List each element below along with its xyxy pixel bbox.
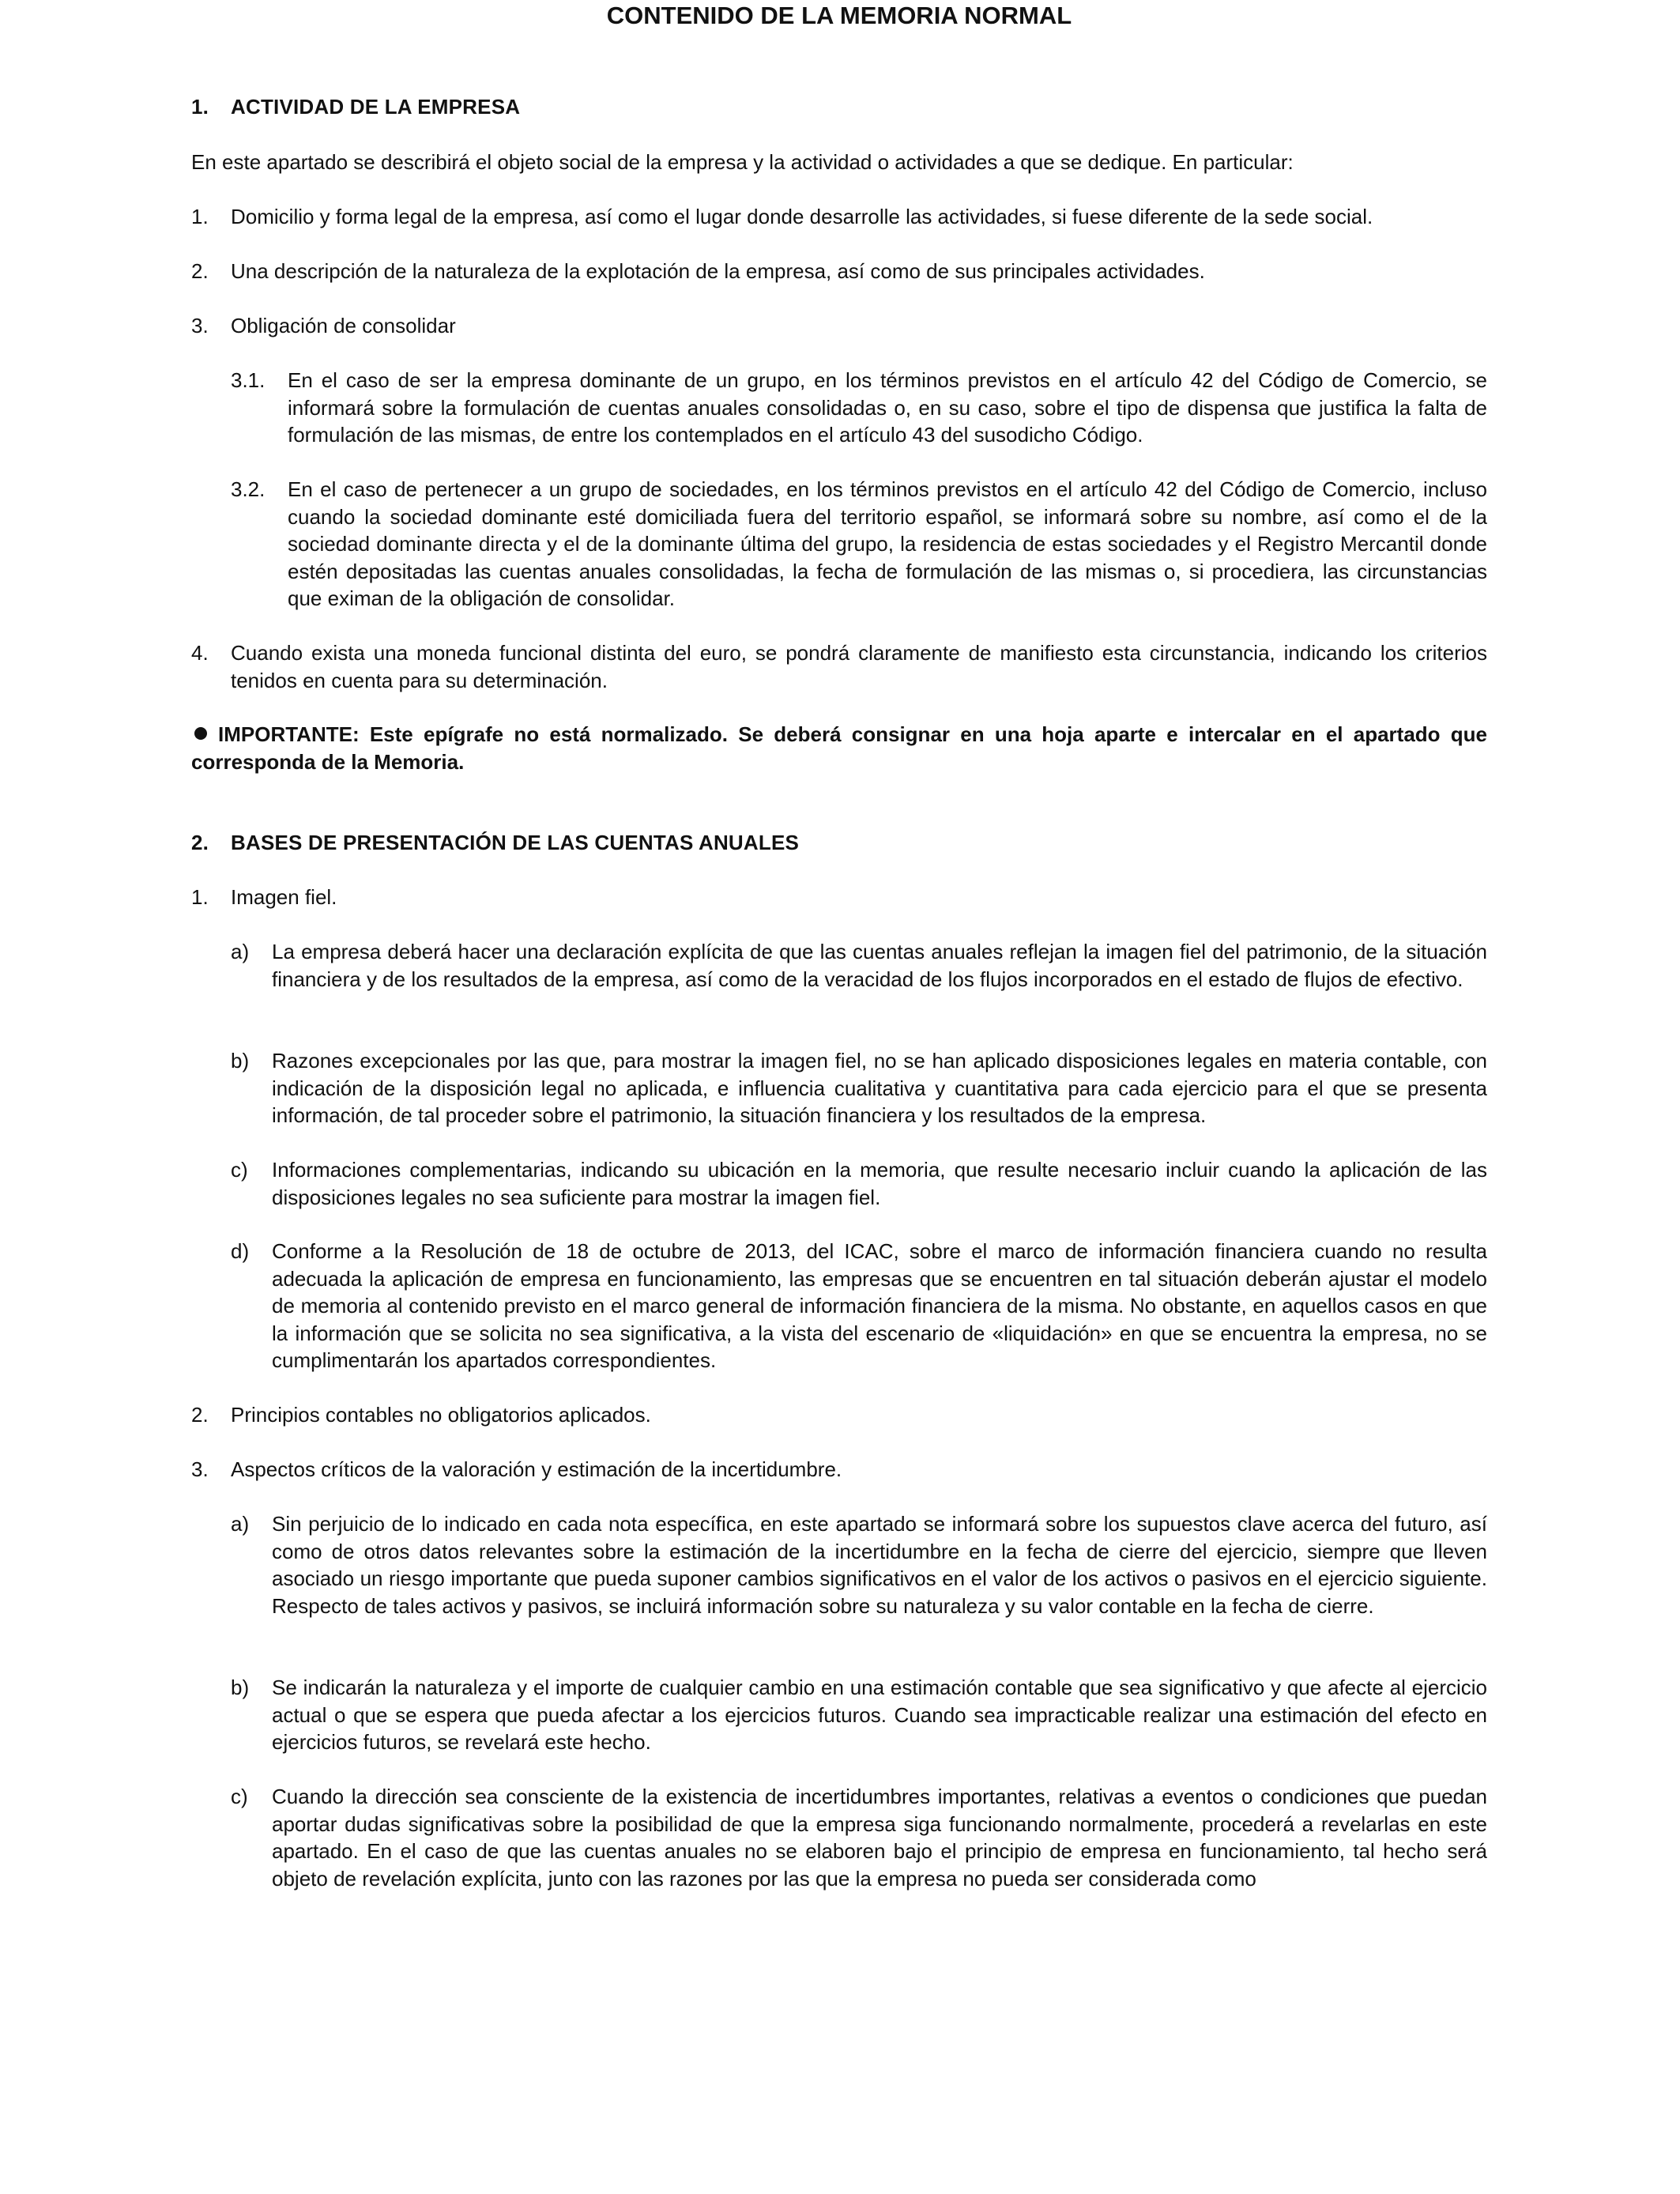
- sub-list-item: [231, 1238, 1487, 1374]
- list-item: [191, 203, 1487, 231]
- sub-list-item: [231, 1510, 1487, 1619]
- item-text: Una descripción de la naturaleza de la explotación de la empresa, así como de sus principales actividades.: [231, 259, 1205, 283]
- list-item: [191, 1456, 1487, 1483]
- item-text: Razones excepcionales por las que, para mostrar la imagen fiel, no se han aplicado disposiciones legales en materia contable, con indicación de la disposición legal no aplicada, e influencia cualitativa y cuantitativa para cada ejercicio para el que se presenta información, de tal proceder sobre el patrimonio, la situación financiera y los resultados de la empresa.: [272, 1049, 1487, 1127]
- item-text: Imagen fiel.: [231, 885, 337, 909]
- item-text: Obligación de consolidar: [231, 314, 456, 337]
- item-text: Informaciones complementarias, indicando su ubicación en la memoria, que resulte necesario incluir cuando la aplicación de las disposiciones legales no sea suficiente para mostrar la imagen fiel.: [272, 1158, 1487, 1209]
- list-item: [191, 312, 1487, 340]
- item-text: En el caso de pertenecer a un grupo de sociedades, en los términos previstos en el artículo 42 del Código de Comercio, incluso cuando la sociedad dominante esté domiciliada fuera del territorio español, se informará sobre su nombre, así como el de la sociedad dominante directa y el de la dominante última del grupo, la residencia de estas sociedades y el Registro Mercantil donde estén depositadas las cuentas anuales consolidadas, la fecha de formulación de las mismas o, si procediera, las circunstancias que eximan de la obligación de consolidar.: [288, 477, 1487, 610]
- section-2-number: 2.: [191, 831, 209, 854]
- item-text: Conforme a la Resolución de 18 de octubre de 2013, del ICAC, sobre el marco de información financiera cuando no resulta adecuada la aplicación de empresa en funcionamiento, las empresas que se encuentren en tal situación deberán ajustar el modelo de memoria al contenido previsto en el marco general de información financiera de la misma. No obstante, en aquellos casos en que la información que se solicita no sea significativa, a la vista del escenario de «liquidación» en que se encuentra la empresa, no se cumplimentarán los apartados correspondientes.: [272, 1239, 1487, 1372]
- item-text: La empresa deberá hacer una declaración explícita de que las cuentas anuales reflejan la imagen fiel del patrimonio, de la situación financiera y de los resultados de la empresa, así como de la veracidad de los flujos incorporados en el estado de flujos de efectivo.: [272, 940, 1487, 991]
- item-text: En el caso de ser la empresa dominante de un grupo, en los términos previstos en el artículo 42 del Código de Comercio, se informará sobre la formulación de cuentas anuales consolidadas o, en su caso, sobre el tipo de dispensa que justifica la falta de formulación de las mismas, de entre los contemplados en el artículo 43 del susodicho Código.: [288, 368, 1487, 447]
- sub-list-item: [231, 1156, 1487, 1211]
- list-item: [191, 884, 1487, 911]
- sub-list-item: [231, 476, 1487, 613]
- item-number: 1.: [191, 205, 209, 228]
- item-text: Domicilio y forma legal de la empresa, así como el lugar donde desarrolle las actividades, si fuese diferente de la sede social.: [231, 205, 1373, 228]
- item-letter: a): [231, 1512, 250, 1536]
- bullet-icon: [194, 727, 207, 740]
- section-1-heading: [191, 93, 1487, 121]
- item-letter: d): [231, 1239, 250, 1263]
- item-number: 4.: [191, 641, 209, 665]
- sub-list-item: [231, 1674, 1487, 1756]
- section-2-title: BASES DE PRESENTACIÓN DE LAS CUENTAS ANUALES: [231, 831, 800, 854]
- section-1-title: ACTIVIDAD DE LA EMPRESA: [231, 95, 521, 119]
- document-title: CONTENIDO DE LA MEMORIA NORMAL: [606, 2, 1072, 29]
- item-number: 3.2.: [231, 477, 266, 501]
- item-letter: a): [231, 940, 250, 963]
- item-number: 2.: [191, 259, 209, 283]
- item-number: 2.: [191, 1403, 209, 1427]
- sub-list-item: [231, 1783, 1487, 1892]
- item-letter: c): [231, 1158, 248, 1182]
- item-text: Cuando exista una moneda funcional distinta del euro, se pondrá claramente de manifiesto esta circunstancia, indicando los criterios tenidos en cuenta para su determinación.: [231, 641, 1487, 692]
- section-2-heading: [191, 829, 1487, 857]
- item-text: Cuando la dirección sea consciente de la existencia de incertidumbres importantes, relativas a eventos o condiciones que puedan aportar dudas significativas sobre la posibilidad de que la empresa siga funcionando normalmente, procederá a revelarlas en este apartado. En el caso de que las cuentas anuales no se elaboren bajo el principio de empresa en funcionamiento, tal hecho será objeto de revelación explícita, junto con las razones por las que la empresa no pueda ser considerada como: [272, 1785, 1487, 1891]
- item-number: 3.: [191, 1457, 209, 1481]
- item-text: Aspectos críticos de la valoración y estimación de la incertidumbre.: [231, 1457, 842, 1481]
- important-note: [191, 721, 1487, 775]
- item-letter: c): [231, 1785, 248, 1808]
- sub-list-item: [231, 367, 1487, 449]
- item-number: 1.: [191, 885, 209, 909]
- sub-list-item: [231, 938, 1487, 993]
- item-letter: b): [231, 1676, 250, 1699]
- item-text: Principios contables no obligatorios aplicados.: [231, 1403, 651, 1427]
- section-1-intro: En este apartado se describirá el objeto social de la empresa y la actividad o actividades a que se dedique. En particular:: [191, 150, 1294, 174]
- list-item: [191, 639, 1487, 694]
- item-letter: b): [231, 1049, 250, 1072]
- item-number: 3.1.: [231, 368, 266, 392]
- item-text: Se indicarán la naturaleza y el importe de cualquier cambio en una estimación contable que sea significativo y que afecte al ejercicio actual o que se espera que pueda afectar a los ejercicios futuros. Cuando sea impracticable realizar una estimación del efecto en ejercicios futuros, se revelará este hecho.: [272, 1676, 1487, 1754]
- section-1-number: 1.: [191, 95, 209, 119]
- item-number: 3.: [191, 314, 209, 337]
- sub-list-item: [231, 1047, 1487, 1129]
- item-text: Sin perjuicio de lo indicado en cada nota específica, en este apartado se informará sobre los supuestos clave acerca del futuro, así como de otros datos relevantes sobre la estimación de la incertidumbre en la fecha de cierre del ejercicio, siempre que lleven asociado un riesgo importante que pueda suponer cambios significativos en el valor de los activos o pasivos en el ejercicio siguiente. Respecto de tales activos y pasivos, se incluirá información sobre su naturaleza y su valor contable en la fecha de cierre.: [272, 1512, 1487, 1618]
- list-item: [191, 258, 1487, 285]
- important-text: IMPORTANTE: Este epígrafe no está normalizado. Se deberá consignar en una hoja aparte e intercalar en el apartado que corresponda de la Memoria.: [191, 722, 1487, 774]
- list-item: [191, 1401, 1487, 1429]
